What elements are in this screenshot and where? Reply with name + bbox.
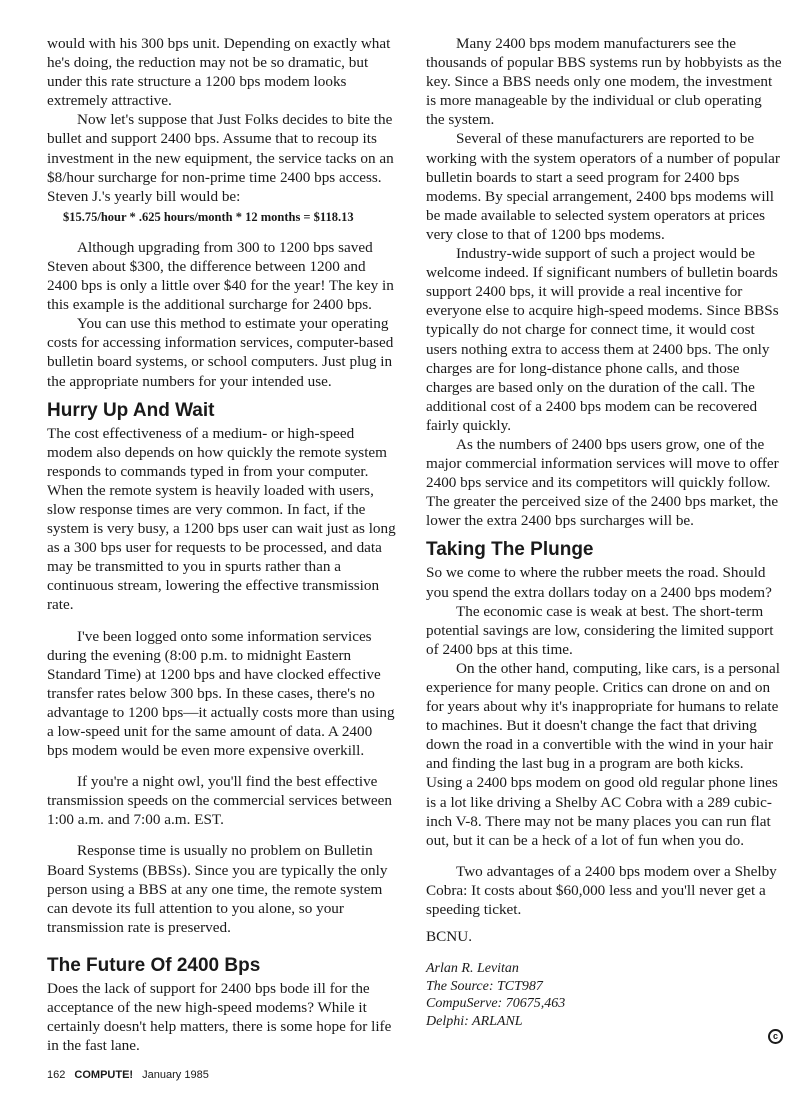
body-paragraph: Does the lack of support for 2400 bps bode ill for the acceptance of the new high-speed modems? While it certainly doesn't help matters, there is some hope for life in the fast lane. bbox=[47, 979, 392, 1055]
signoff: BCNU. bbox=[426, 928, 472, 946]
copyright-end-mark-icon: c bbox=[768, 1029, 783, 1044]
body-paragraph: Two advantages of a 2400 bps modem over a Shelby Cobra: It costs about $60,000 less and you'll never get a speeding ticket. bbox=[426, 862, 777, 919]
body-paragraph: would with his 300 bps unit. Depending on exactly what he's doing, the reduction may not be so dramatic, but under this rate structure a 1200 bps modem looks extremely attractive. bbox=[47, 35, 391, 110]
cost-formula: $15.75/hour * .625 hours/month * 12 months = $118.13 bbox=[63, 209, 354, 224]
body-paragraph: Several of these manufacturers are reported to be working with the system operators of a number of popular bulletin boards to start a seed program for 2400 bps modems. By special arrangement, 2400 bps modems will be made available to selected system operators at prices very close to that of 1200 bps modems. bbox=[426, 130, 780, 243]
body-paragraph: Now let's suppose that Just Folks decides to bite the bullet and support 2400 bps. Assume that to recoup its investment in the new equipment, the service tacks on an $8/hour surcharge for non-prime time 2400 bps access. Steven J.'s yearly bill would be: bbox=[47, 111, 394, 205]
author-signature bbox=[426, 960, 782, 1030]
page-footer bbox=[47, 1069, 209, 1081]
section-heading: Taking The Plunge bbox=[426, 539, 594, 561]
author-name: Arlan R. Levitan bbox=[426, 961, 519, 977]
body-paragraph: You can use this method to estimate your operating costs for accessing information services, computer-based bulletin board systems, or school computers. Just plug in the appropriate numbers for your intended use. bbox=[47, 315, 394, 390]
left-column bbox=[47, 34, 397, 1055]
body-paragraph: As the numbers of 2400 bps users grow, one of the major commercial information services will move to offer 2400 bps service and its competitors will quickly follow. The greater the perceived size of the 2400 bps market, the lower the extra 2400 bps surcharges will be. bbox=[426, 435, 779, 530]
section-heading: Hurry Up And Wait bbox=[47, 399, 215, 421]
page-number: 162 bbox=[47, 1069, 66, 1081]
author-delphi-id: Delphi: ARLANL bbox=[426, 1013, 523, 1029]
issue-date: January 1985 bbox=[142, 1069, 209, 1081]
section-heading: The Future Of 2400 Bps bbox=[47, 954, 261, 976]
body-paragraph: So we come to where the rubber meets the road. Should you spend the extra dollars today on a 2400 bps modem? bbox=[426, 564, 772, 601]
body-paragraph: On the other hand, computing, like cars, is a personal experience for many people. Critics can drone on and on for years about why it's inappropriate for humans to relate to machines. But it doesn't change the fact that driving down the road in a convertible with the wind in your hair and finding the last bug in a program are both kicks. Using a 2400 bps modem on good old regular phone lines is a lot like driving a Shelby AC Cobra with a 289 cubic-inch V-8. There may not be many places you can run flat out, but it can be a heck of a lot of fun when you do. bbox=[426, 659, 780, 849]
body-paragraph: The economic case is weak at best. The short-term potential savings are low, considering the limited support of 2400 bps at this time. bbox=[426, 602, 774, 658]
body-paragraph: Response time is usually no problem on Bulletin Board Systems (BBSs). Since you are typically the only person using a BBS at any one time, the remote system can devote its full attention to you alone, so your transmission rate is preserved. bbox=[47, 842, 388, 936]
author-compuserve-id: CompuServe: 70675,463 bbox=[426, 996, 566, 1012]
author-source-id: The Source: TCT987 bbox=[426, 978, 543, 994]
body-paragraph: Industry-wide support of such a project would be welcome indeed. If significant numbers of bulletin boards support 2400 bps, it will provide a real incentive for everyone else to acquire high-speed modems. Since BBSs typically do not charge for connect time, it would cost users nothing extra to access them at 2400 bps. The only charges are for long-distance phone calls, and those charges are based only on the duration of the call. The additional cost of a 2400 bps modem can be recovered fairly quickly. bbox=[426, 245, 779, 434]
body-paragraph: Many 2400 bps modem manufacturers see the thousands of popular BBS systems run by hobbyists as the key. Since a BBS needs only one modem, the investment is more manageable by the individual or club operating the system. bbox=[426, 35, 782, 129]
body-paragraph: Although upgrading from 300 to 1200 bps saved Steven about $300, the difference between 1200 and 2400 bps is only a little over $40 for the year! The key in this example is the additional surcharge for 2400 bps. bbox=[47, 238, 394, 314]
body-paragraph: I've been logged onto some information services during the evening (8:00 p.m. to midnight Eastern Standard Time) at 1200 bps and have clocked effective transfer rates below 300 bps. In these cases, there's no advantage to 1200 bps—it actually costs more than using a low-speed unit for the same amount of data. A 2400 bps modem would be even more expensive overkill. bbox=[47, 627, 395, 760]
body-paragraph: If you're a night owl, you'll find the best effective transmission speeds on the commercial services between 1:00 a.m. and 7:00 a.m. EST. bbox=[47, 773, 392, 829]
magazine-name: COMPUTE! bbox=[74, 1069, 134, 1081]
right-column bbox=[426, 34, 782, 1030]
body-paragraph: The cost effectiveness of a medium- or high-speed modem also depends on how quickly the remote system responds to commands typed in from your computer. When the remote system is heavily loaded with users, slow response times are very common. In fact, if the system is very busy, a 1200 bps user can wait just as long as a 300 bps user for requests to be processed, and data may be transmitted to you in spurts rather than a continuous stream, lowering the effective transmission rate. bbox=[47, 424, 396, 614]
